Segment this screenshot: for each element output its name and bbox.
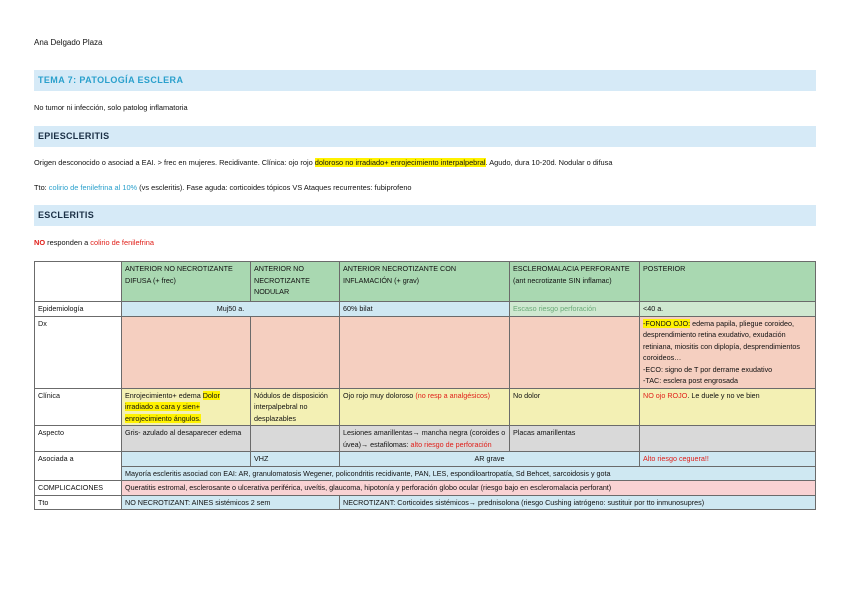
table-row-asociada <box>35 452 816 467</box>
header-difusa: ANTERIOR NO NECROTIZANTE DIFUSA (+ frec) <box>122 262 251 302</box>
dx-posterior-fondo-ojo: -FONDO OJO: <box>643 318 691 328</box>
clinica-posterior-red: NO ojo ROJO <box>643 390 688 400</box>
dx-posterior <box>640 316 816 388</box>
header-empty <box>35 262 122 302</box>
aspecto-nodular <box>251 426 340 452</box>
clinica-posterior <box>640 388 816 426</box>
row-label-tto: Tto <box>35 495 122 510</box>
aspecto-necrotizante-text: Lesiones amarillentas→ mancha negra (coroides o úvea)→ estafilomas: <box>343 428 506 449</box>
episcleritis-line-2-blue: colirio de fenilefrina al 10% <box>48 183 138 192</box>
table-row-complicaciones <box>35 481 816 496</box>
table-row-aspecto <box>35 426 816 452</box>
epidemio-anterior: Muj50 a. <box>122 302 340 317</box>
episcleritis-line-2-b: (vs escleritis). Fase aguda: corticoides tópicos VS Ataques recurrentes: fubiprofeno <box>137 183 412 192</box>
asociada-difusa <box>122 452 251 467</box>
dx-posterior-text-2: -ECO: signo de T por derrame exudativo <box>643 364 773 374</box>
episcleritis-line-2-a: Tto: <box>34 183 49 192</box>
table-row-asociada-2 <box>35 466 816 481</box>
epidemio-escleromalacia: Escaso riesgo perforación <box>510 302 640 317</box>
escleritis-note <box>34 238 154 247</box>
row-label-asociada: Asociada a <box>35 452 122 481</box>
clinica-necrotizante-red: (no resp a analgésicos) <box>415 390 491 400</box>
row-label-epidemiologia: Epidemiología <box>35 302 122 317</box>
table-row-clinica <box>35 388 816 426</box>
row-label-clinica: Clínica <box>35 388 122 426</box>
header-escleromalacia: ESCLEROMALACIA PERFORANTE (ant necrotizante SIN inflamac) <box>510 262 640 302</box>
clinica-escleromalacia: No dolor <box>510 388 640 426</box>
tto-necrotizante: NECROTIZANT: Corticoides sistémicos→ prednisolona (riesgo Cushing iatrógeno: sustituir por tto inmunosupres) <box>340 495 816 510</box>
dx-escleromalacia <box>510 316 640 388</box>
clinica-difusa-text: Enrojecimiento+ edema <box>125 390 203 400</box>
episcleritis-line-1-a: Origen desconocido o asociad a EAI. > frec en mujeres. Recidivante. Clínica: ojo rojo <box>34 158 315 167</box>
episcleritis-line-2 <box>34 183 412 192</box>
escleritis-note-mid: responden a <box>45 238 91 247</box>
aspecto-necrotizante-red: alto riesgo de perforación <box>410 439 492 449</box>
asociada-eai-list: Mayoría escleritis asociad con EAI: AR, granulomatosis Wegener, policondritis recidivante, PAN, LES, espondiloartropatía, Sd Behcet, sarcoidosis y gota <box>122 466 816 481</box>
episcleritis-line-1 <box>34 158 612 167</box>
complicaciones-text: Queratitis estromal, esclerosante o ulcerativa periférica, uveítis, glaucoma, hipotonía y perforación globo ocular (riesgo bajo en escleromalacia perforant) <box>122 481 816 496</box>
dx-nodular <box>251 316 340 388</box>
clinica-posterior-text: . Le duele y no ve bien <box>687 390 760 400</box>
aspecto-difusa: Gris- azulado al desaparecer edema <box>122 426 251 452</box>
clinica-nodular: Nódulos de disposición interpalpebral no desplazables <box>251 388 340 426</box>
header-posterior: POSTERIOR <box>640 262 816 302</box>
row-label-aspecto: Aspecto <box>35 426 122 452</box>
aspecto-posterior <box>640 426 816 452</box>
epidemio-necrotizante: 60% bilat <box>340 302 510 317</box>
escleritis-note-colirio: colirio de fenilefrina <box>90 238 154 247</box>
asociada-vhz: VHZ <box>251 452 340 467</box>
header-necrotizante: ANTERIOR NECROTIZANTE CON INFLAMACIÓN (+ grav) <box>340 262 510 302</box>
clinica-difusa-highlight: Dolor irradiado a cara y sien+ enrojecimiento ángulos. <box>125 390 220 423</box>
epidemio-posterior: <40 a. <box>640 302 816 317</box>
dx-difusa <box>122 316 251 388</box>
aspecto-escleromalacia: Placas amarillentas <box>510 426 640 452</box>
row-label-complicaciones: COMPLICACIONES <box>35 481 122 496</box>
dx-posterior-text-3: -TAC: esclera post engrosada <box>643 376 738 385</box>
episcleritis-line-1-b: . Agudo, dura 10-20d. Nodular o difusa <box>485 158 613 167</box>
dx-necrotizante <box>340 316 510 388</box>
table-row-epidemiologia <box>35 302 816 317</box>
escleritis-heading: ESCLERITIS <box>34 205 816 226</box>
intro-text: No tumor ni infección, solo patolog inflamatoria <box>34 103 188 112</box>
episcleritis-line-1-highlight: doloroso no irradiado+ enrojecimiento interpalpebral <box>314 158 486 167</box>
header-nodular: ANTERIOR NO NECROTIZANTE NODULAR <box>251 262 340 302</box>
clinica-necrotizante <box>340 388 510 426</box>
table-row-tto <box>35 495 816 510</box>
author-name: Ana Delgado Plaza <box>34 38 103 47</box>
clinica-difusa <box>122 388 251 426</box>
row-label-dx: Dx <box>35 316 122 388</box>
tto-no-necrotizante: NO NECROTIZANT: AINES sistémicos 2 sem <box>122 495 340 510</box>
clinica-necrotizante-text: Ojo rojo muy doloroso <box>343 390 416 400</box>
escleritis-table <box>34 261 816 510</box>
table-row-dx <box>35 316 816 388</box>
asociada-ar-grave: AR grave <box>340 452 640 467</box>
episcleritis-heading: EPIESCLERITIS <box>34 126 816 147</box>
aspecto-necrotizante <box>340 426 510 452</box>
dx-posterior-text-1: edema papila, pliegue coroideo, desprendimiento retina exudativo, exudación retiniana, miositis con diplopía, desprendimientos coroideos… <box>643 318 801 362</box>
table-header-row <box>35 262 816 302</box>
asociada-posterior: Alto riesgo ceguera!! <box>640 452 816 467</box>
escleritis-note-no: NO <box>34 238 46 247</box>
topic-title: TEMA 7: PATOLOGÍA ESCLERA <box>34 70 816 91</box>
